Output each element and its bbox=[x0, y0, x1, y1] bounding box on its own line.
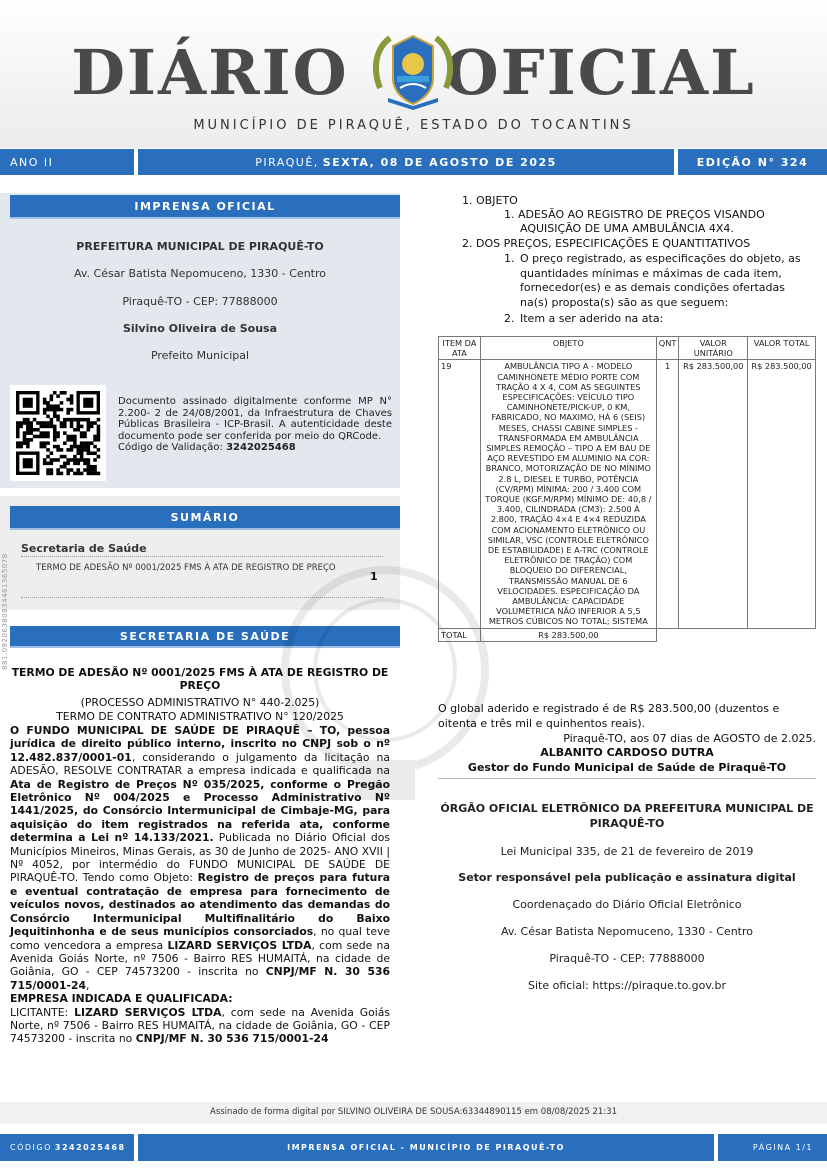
text: , com sede na Avenida Goiás Norte, nº 7506 - Bairro RES HUMAITÁ, na cidade de Goiânia, GO - CEP 74573200 - inscrita no bbox=[10, 938, 391, 979]
address-line: Av. César Batista Nepomuceno, 1330 - Centro bbox=[500, 925, 753, 938]
objeto-text: Registro de preços para futura e eventual contratação de empresa para fornecimento de veículos novos, destinados ao atendimento das demandas do Consórcio Intermunicipal Multifinalitário do Baixo Jequitinhonha e de seus municípios consorciados bbox=[10, 871, 390, 939]
orgao-title: ÓRGÃO OFICIAL ELETRÔNICO DA PREFEITURA MUNICIPAL DE PIRAQUÊ-TO bbox=[440, 802, 814, 830]
signer-role: Gestor do Fundo Municipal de Saúde de Piraquê-TO bbox=[467, 761, 787, 774]
edition-label: EDIÇÃO N° 324 bbox=[696, 155, 809, 169]
code-value: 3242025468 bbox=[54, 1143, 126, 1152]
items-table bbox=[438, 336, 816, 642]
header-unit: VALOR UNITÁRIO bbox=[679, 337, 748, 360]
qrcode-icon bbox=[10, 385, 106, 481]
masthead-title-right: OFICIAL bbox=[444, 36, 756, 109]
code-label: CÓDIGO bbox=[10, 1143, 52, 1152]
date-label: SEXTA, 08 DE AGOSTO DE 2025 bbox=[322, 155, 557, 169]
company-name: LIZARD SERVIÇOS LTDA bbox=[74, 1005, 222, 1019]
list-number: 2. bbox=[504, 312, 515, 325]
info-bar-year bbox=[0, 149, 134, 175]
table-row bbox=[439, 360, 816, 628]
header-qnt: QNT bbox=[656, 337, 679, 360]
list-number: 1. bbox=[504, 252, 515, 265]
cep-line: Piraquê-TO - CEP: 77888000 bbox=[549, 952, 705, 965]
fundo-name: O FUNDO MUNICIPAL DE SAÚDE DE PIRAQUÊ – TO, pessoa jurídica de direito público interno, inscrito no CNPJ sob o nº 12.482.837/0001-01 bbox=[10, 724, 390, 764]
year-label: ANO II bbox=[10, 155, 54, 169]
cell-total: R$ 283.500,00 bbox=[748, 360, 816, 628]
text: LICITANTE: bbox=[10, 1005, 75, 1019]
global-text bbox=[438, 702, 816, 731]
text: , considerando o julgamento da licitação na ADESÃO, RESOLVE CONTRATAR a empresa indicada e qualificada na bbox=[10, 750, 390, 778]
precos-text: O preço registrado, as especificações do objeto, as quantidades mínimas e máximas de cada item, fornecedor(es) e as demais condições ofertadas na(s) proposta(s) são as que seguem: bbox=[520, 252, 801, 309]
footer-center: IMPRENSA OFICIAL - MUNICÍPIO DE PIRAQUÊ-TO bbox=[287, 1143, 565, 1152]
cell-qnt: 1 bbox=[656, 360, 679, 628]
divider bbox=[438, 778, 816, 779]
sumario-item[interactable]: TERMO DE ADESÃO Nº 0001/2025 FMS À ATA DE REGISTRO DE PREÇO bbox=[36, 563, 336, 573]
validation-code: 3242025468 bbox=[226, 442, 296, 453]
masthead bbox=[0, 0, 827, 148]
total-value: R$ 283.500,00 bbox=[480, 628, 656, 641]
qr-description bbox=[118, 396, 392, 454]
ata-reference: Ata de Registro de Preços Nº 035/2025, conforme o Pregão Eletrônico Nº 004/2025 e Processo Administrativo Nº 1441/2025, do Consórcio Intermunicipal de Cimbaje-MG, para aquisição do item registrados na referida ata, conforme determina a Lei nº 14.133/2021. bbox=[10, 777, 390, 845]
cell-objeto: AMBULÂNCIA TIPO A - MODELO CAMINHONETE MÉDIO PORTE COM TRAÇÃO 4 X 4, COM AS SEGUINTES ESPECIFICAÇÕES: VEÍCULO TIPO CAMINHONETE/PICK-UP, 0 KM, FABRICADO, NO MAXIMO, HÁ 6 (SEIS) MESES, CHASSI CABINE SIMPLES - TRANSFORMADA EM AMBULÂNCIA SIMPLES REMOÇÃO – TIPO A EM BAU DE AÇO REVESTIDO EM ALUMINIO NA COR: BRANCO, MOTORIZAÇÃO DE NO MÍNIMO 2.8 L, DIESEL E TURBO, POTÊNCIA (CV/RPM) MÍNIMA: 200 / 3.400 COM TORQUE (KGF.M/RPM) MÍNIMO DE: 40,8 / 3.400, CILINDRADA (CM3): 2.500 À 2.800, TRAÇÃO 4×4 E 4×4 REDUZIDA COM ACIONAMENTO ELETRÔNICO OU SIMILAR, VSC (CONTROLE ELETRÔNICO DE ESTABILIDADE) E A-TRC (CONTROLE ELETRÔNICO DE TRAÇÃO) COM BLOQUEIO DO DIFERENCIAL, TRANSMISSÃO MANUAL DE 6 VELOCIDADES. ESPECIFICAÇÃO DA AMBULÂNCIA: CAPACIDADE VOLUMÉTRICA NÃO INFERIOR A 5,5 METROS CÚBICOS NO TOTAL; SISTEMA bbox=[480, 360, 656, 628]
validation-label: Código de Validação: bbox=[118, 442, 227, 453]
total-label: TOTAL bbox=[439, 628, 481, 641]
text: Publicada no Diário Oficial dos Municípios Mineiros, Minas Gerais, as 30 de Junho de 2025- ANO XVII | Nº 4052, por intermédio do FUNDO MUNICIPAL DE SAÚDE DE PIRAQUÊ-TO. Tendo como Objeto: bbox=[10, 831, 390, 885]
item-label: Item a ser aderido na ata: bbox=[520, 312, 664, 325]
footer-code-bar bbox=[0, 1134, 134, 1161]
imprensa-mayor-role: Prefeito Municipal bbox=[150, 349, 250, 362]
header-total: VALOR TOTAL bbox=[748, 337, 816, 360]
objeto-line-2: AQUISIÇÃO DE UMA AMBULÂNCIA 4X4. bbox=[520, 222, 734, 235]
company-name: LIZARD SERVIÇOS LTDA bbox=[167, 938, 312, 952]
masthead-title-left: DIÁRIO bbox=[71, 36, 349, 109]
signer-name: ALBANITO CARDOSO DUTRA bbox=[540, 746, 714, 759]
footer-center-bar bbox=[138, 1134, 714, 1161]
precos-heading: 2. DOS PREÇOS, ESPECIFICAÇÕES E QUANTITATIVOS bbox=[462, 237, 751, 250]
page-number: PÁGINA 1/1 bbox=[752, 1143, 813, 1152]
city-label: PIRAQUÊ, bbox=[255, 155, 319, 169]
empresa-heading: EMPRESA INDICADA E QUALIFICADA: bbox=[10, 992, 233, 1006]
imprensa-mayor: Silvino Oliveira de Sousa bbox=[122, 322, 278, 335]
header-objeto: OBJETO bbox=[480, 337, 656, 360]
objeto-line-1: 1. ADESÃO AO REGISTRO DE PREÇOS VISANDO bbox=[504, 208, 765, 221]
digital-signature: Assinado de forma digital por SILVINO OLIVEIRA DE SOUSA:63344890115 em 08/08/2025 21:31 bbox=[210, 1107, 617, 1117]
text: , com sede na Avenida Goiás Norte, nº 7506 - Bairro RES HUMAITÁ, na cidade de Goiânia, GO - CEP 74573200 - inscrita no bbox=[10, 1005, 390, 1046]
masthead-subtitle: MUNICÍPIO DE PIRAQUÊ, ESTADO DO TOCANTINS bbox=[193, 118, 634, 133]
company-cnpj: CNPJ/MF N. 30 536 715/0001-24 bbox=[135, 1032, 329, 1046]
text: , bbox=[86, 978, 90, 992]
sumario-section: Secretaria de Saúde bbox=[21, 542, 147, 555]
info-bar-date bbox=[138, 149, 674, 175]
divider bbox=[21, 556, 383, 557]
imprensa-cep: Piraquê-TO - CEP: 77888000 bbox=[122, 295, 278, 308]
table-total-row bbox=[439, 628, 816, 641]
header-item: ITEM DA ATA bbox=[439, 337, 481, 360]
imprensa-org: PREFEITURA MUNICIPAL DE PIRAQUÊ-TO bbox=[76, 240, 324, 253]
sumario-heading: SUMÁRIO bbox=[10, 506, 400, 530]
cell-unit: R$ 283.500,00 bbox=[679, 360, 748, 628]
objeto-heading: 1. OBJETO bbox=[462, 194, 518, 207]
termo-body bbox=[10, 724, 390, 1046]
lei-line: Lei Municipal 335, de 21 de fevereiro de 2019 bbox=[500, 845, 754, 858]
global-value: O global aderido e registrado é de R$ 283.500,00 (duzentos e oitenta e três mil e quinhentos reais). bbox=[438, 702, 780, 730]
coord-line: Coordenaçado do Diário Oficial Eletrônico bbox=[512, 898, 742, 911]
footer-page-bar bbox=[718, 1134, 827, 1161]
imprensa-address: Av. César Batista Nepomuceno, 1330 - Centro bbox=[73, 267, 326, 280]
text: , no qual teve como vencedora a empresa bbox=[10, 925, 390, 952]
termo-title: TERMO DE ADESÃO Nº 0001/2025 FMS À ATA DE REGISTRO DE PREÇO bbox=[11, 666, 389, 693]
qr-text: Documento assinado digitalmente conforme MP N° 2.200- 2 de 24/08/2001, da Infraestrutura de Chaves Públicas Brasileira - ICP-Brasil. A autenticidade deste documento pode ser conferida por meio do QRCode. bbox=[118, 396, 392, 442]
side-code: 881.09206380834461365078 bbox=[1, 553, 9, 670]
contrato-line: TERMO DE CONTRATO ADMINISTRATIVO N° 120/2025 bbox=[56, 710, 344, 723]
cell-item: 19 bbox=[439, 360, 481, 628]
municipal-crest-icon bbox=[370, 28, 456, 114]
company-cnpj: CNPJ/MF N. 30 536 715/0001-24 bbox=[10, 965, 390, 992]
processo-line: (PROCESSO ADMINISTRATIVO N° 440-2.025) bbox=[80, 696, 320, 709]
setor-line: Setor responsável pela publicação e assinatura digital bbox=[458, 871, 796, 884]
place-date: Piraquê-TO, aos 07 dias de AGOSTO de 2.025. bbox=[563, 732, 816, 745]
imprensa-heading: IMPRENSA OFICIAL bbox=[10, 195, 400, 219]
secretaria-heading: SECRETARIA DE SAÚDE bbox=[10, 626, 400, 648]
sumario-page: 1 bbox=[370, 570, 378, 583]
info-bar-edition bbox=[678, 149, 827, 175]
site-link[interactable]: Site oficial: https://piraque.to.gov.br bbox=[527, 979, 727, 992]
table-header-row bbox=[439, 337, 816, 360]
